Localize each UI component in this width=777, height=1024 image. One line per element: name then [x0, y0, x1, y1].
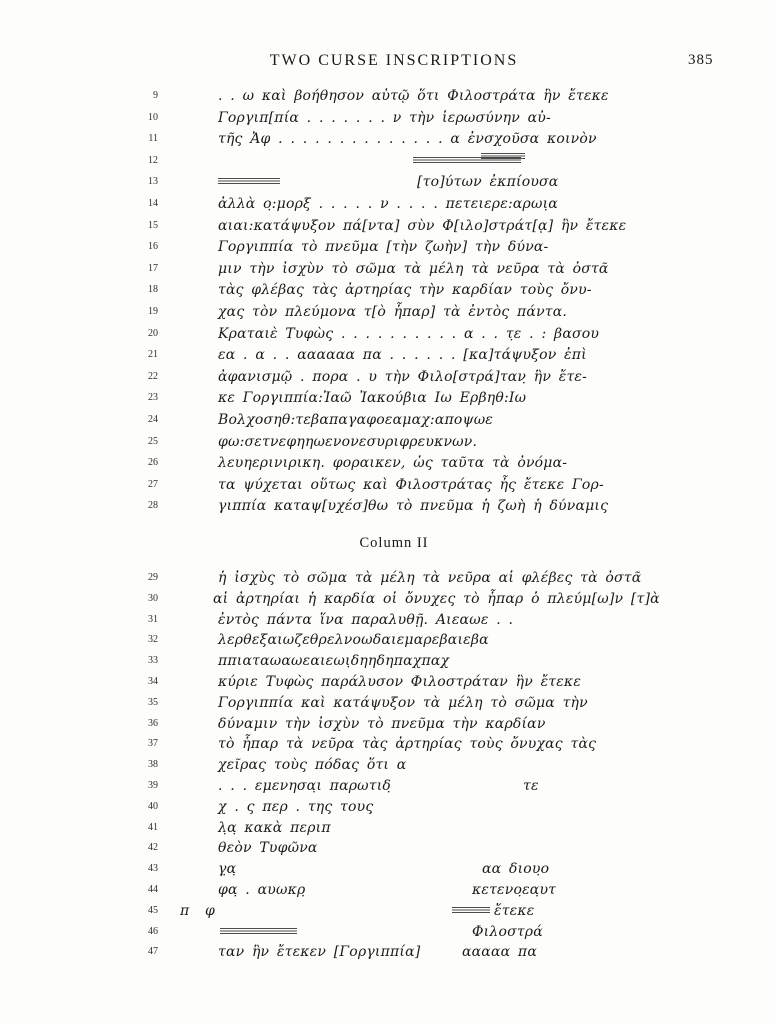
greek-text: π — [180, 902, 190, 919]
text-line — [0, 837, 777, 859]
text-line — [0, 236, 777, 258]
greek-text: φω:σετνεφηηωενονεσυριφρευκνων. — [218, 433, 478, 450]
line-number: 43 — [148, 863, 158, 875]
greek-text: Βολχοσηθ:τεβαπαγαφοεαμαχ:αποψωε — [218, 412, 494, 428]
line-number: 15 — [148, 219, 158, 231]
line-number: 41 — [148, 821, 158, 833]
line-number: 16 — [148, 241, 158, 253]
line-number: 17 — [148, 262, 158, 274]
greek-text: γ̣α̣ — [218, 861, 237, 878]
text-line — [0, 921, 777, 943]
greek-text: Γοργιπ[πία . . . . . . . ν τὴν ἱερωσύνην αὐ- — [218, 109, 551, 126]
text-line — [0, 387, 777, 409]
greek-text: τῆς Ἀφ . . . . . . . . . . . . . . α ἐνσχοῦσα κοινὸν — [218, 131, 597, 148]
greek-text: Γοργιππία τὸ πνεῦμα [τὴν ζωὴν] τὴν δύνα- — [218, 239, 549, 256]
greek-text: φ — [205, 902, 216, 919]
line-number: 34 — [148, 676, 158, 687]
line-number: 33 — [148, 655, 158, 667]
text-line — [0, 629, 777, 651]
greek-text: ταν ἣν ἔτεκεν [Γοργιππία] — [218, 944, 421, 961]
line-number: 14 — [148, 198, 158, 209]
greek-text: τὸ ἧπαρ τὰ νεῦρα τὰς ἀρτηρίας τοὺς ὄνυχας τὰς — [218, 736, 597, 753]
text-line — [0, 941, 777, 963]
greek-text: . . . εμενησα̣ι παρωτιδ̣ — [218, 778, 392, 794]
greek-text: χεῖρας τοὺς πόδας ὅτι α — [218, 757, 407, 774]
greek-text: χ . ς περ . της τους̣ — [218, 798, 374, 815]
text-line — [0, 150, 777, 172]
line-number: 10 — [148, 111, 158, 123]
line-number: 32 — [148, 634, 158, 646]
greek-text: ἀλλὰ ο̣:μορξ . . . . . ν . . . . πετειερε:αρωι̣α — [218, 196, 558, 212]
greek-text: τα ψύχεται οὕτως καὶ Φιλοστράτας ἧς ἔτεκε Γορ- — [218, 476, 604, 493]
line-number: 35 — [148, 696, 158, 708]
line-number: 12 — [148, 154, 158, 166]
line-number: 25 — [148, 435, 158, 447]
line-number: 38 — [148, 759, 158, 771]
greek-text: χας τὸν πλεύμονα τ[ὸ ἧπαρ] τὰ ἐντὸς πάντα. — [218, 304, 568, 320]
greek-text: δύναμιν τὴν ἰσχὺν τὸ πνεῦμα τὴν καρδίαν — [218, 715, 546, 732]
line-number: 46 — [148, 925, 158, 937]
erasure-mark — [220, 928, 297, 936]
greek-text: αιαι:κατάψυξον πά[ντα] σὺν Φ[ιλο]στράτ[ᾳ] ἣν ἔτεκε — [218, 217, 627, 234]
text-line — [0, 366, 777, 388]
greek-text: γιππία καταψ[υχέσ]θω τὸ πνεῦμα ἡ ζωὴ ἡ δύναμις — [218, 498, 609, 515]
line-number: 18 — [148, 284, 158, 296]
greek-text: ππιαταωαωεαιεωι̣δηηδηπαχπαχ — [218, 653, 450, 670]
text-line — [0, 431, 777, 453]
text-line — [0, 215, 777, 237]
text-line — [0, 409, 777, 431]
text-line — [0, 128, 777, 150]
line-number: 27 — [148, 478, 158, 490]
line-number: 36 — [148, 717, 158, 729]
line-number: 13 — [148, 176, 158, 188]
line-number: 40 — [148, 800, 158, 812]
greek-text: λερθεξαιωζεθρελνοωδαιεμαρεβαιεβα — [218, 632, 489, 649]
line-number: 26 — [148, 457, 158, 469]
text-line — [0, 858, 777, 880]
text-line — [0, 588, 777, 610]
line-number: 29 — [148, 572, 158, 583]
greek-text: ἐντὸς πάντα ἵνα παραλυθῇ. Αιεαωε . . — [218, 611, 514, 628]
text-line — [0, 775, 777, 797]
line-number: 20 — [148, 327, 158, 339]
text-line — [0, 609, 777, 631]
greek-text: τὰς φλέβας τὰς ἀρτηρίας τὴν καρδίαν τοὺς ὄνυ- — [218, 282, 592, 299]
greek-text: ααααα πα — [462, 944, 537, 961]
line-number: 19 — [148, 306, 158, 317]
line-number: 28 — [148, 500, 158, 512]
text-line — [0, 344, 777, 366]
line-number: 22 — [148, 370, 158, 382]
greek-text: φα̣ . αυωκρ̣ — [218, 882, 306, 898]
text-line — [0, 900, 777, 922]
erasure-mark — [481, 153, 525, 161]
greek-text: αἱ ἀρτηρίαι ἡ καρδία οἱ ὄνυχες τὸ ἧπαρ ὁ πλεύμ[ω]ν [τ]ὰ — [213, 590, 660, 607]
erasure-mark — [218, 178, 280, 186]
line-number: 21 — [148, 349, 158, 361]
line-number: 11 — [148, 133, 158, 145]
line-number: 39 — [148, 780, 158, 791]
text-line — [0, 567, 777, 589]
greek-text: μιν τὴν ἰσχὺν τὸ σῶμα τὰ μέλη τὰ νεῦρα τὰ ὀστᾶ — [218, 260, 609, 277]
text-line — [0, 796, 777, 818]
line-number: 37 — [148, 738, 158, 750]
greek-text: λευηερινιρικη. φοραικεν, ὡς ταῦτα τὰ ὀνόμα- — [218, 455, 568, 472]
greek-text: ἀφανισμῷ . πορα . υ τὴν Φιλο[στρά]ταν̣ ἣν ἔτε- — [218, 368, 588, 385]
text-line — [0, 650, 777, 672]
text-line — [0, 323, 777, 345]
greek-text: [το]ύτων ἐκπίουσα — [417, 174, 559, 191]
text-line — [0, 754, 777, 776]
line-number: 30 — [148, 592, 158, 604]
line-number: 24 — [148, 414, 158, 425]
erasure-mark — [452, 907, 490, 915]
text-line — [0, 474, 777, 496]
greek-text: κύριε Τυφὼς παράλυσον Φιλοστράταν ἣν ἔτεκε — [218, 674, 582, 690]
line-number: 47 — [148, 946, 158, 958]
greek-text: Κραταιὲ Τυφὼς . . . . . . . . . . α . . τ̣ε . : βασου — [218, 325, 600, 342]
text-line — [0, 879, 777, 901]
text-line — [0, 452, 777, 474]
greek-text: τε — [523, 778, 539, 794]
line-number: 9 — [153, 90, 158, 101]
greek-text: αα διου̣ο — [482, 861, 550, 878]
greek-text: Γοργιππία καὶ κατάψυξον τὰ μέλη τὸ σῶμα τὴν — [218, 694, 588, 711]
text-line — [0, 107, 777, 129]
line-number: 45 — [148, 904, 158, 916]
greek-text: λ̣α̣ κακὰ περιπ — [218, 819, 331, 836]
text-line — [0, 495, 777, 517]
greek-text: . . ω καὶ βοήθησον αὐτῷ ὅτι Φιλοστράτα ἣν ἔτεκε — [218, 88, 609, 104]
text-line — [0, 85, 777, 107]
greek-text: εα . α . . αααααα πα . . . . . . [κα]τάψυξον ἐπὶ — [218, 347, 587, 364]
text-line — [0, 733, 777, 755]
text-line — [0, 193, 777, 215]
text-line — [0, 671, 777, 693]
greek-text: ἔτεκε — [494, 902, 535, 919]
text-line — [0, 301, 777, 323]
text-line — [0, 817, 777, 839]
greek-text: Φιλοστρά — [472, 923, 543, 940]
text-line — [0, 692, 777, 714]
page-title: TWO CURSE INSCRIPTIONS — [269, 52, 519, 69]
text-line — [0, 279, 777, 301]
greek-text: ἡ ἰσχὺς τὸ σῶμα τὰ μέλη τὰ νεῦρα αἱ φλέβες τὰ ὀστᾶ — [218, 570, 642, 586]
text-line — [0, 713, 777, 735]
line-number: 31 — [148, 613, 158, 625]
greek-text: κε Γοργιππία:Ἰαῶ Ἰακούβια Ιω Ερβηθ:Ιω — [218, 390, 527, 407]
line-number: 42 — [148, 842, 158, 854]
line-number: 23 — [148, 392, 158, 404]
column-ii-heading: Column II — [359, 535, 429, 551]
greek-text: θεὸν Τυφῶνα — [218, 840, 318, 857]
text-line — [0, 171, 777, 193]
line-number: 44 — [148, 884, 158, 895]
text-line — [0, 258, 777, 280]
greek-text: κετενο̣εα̣υτ — [472, 882, 557, 898]
page-number: 385 — [688, 52, 714, 68]
